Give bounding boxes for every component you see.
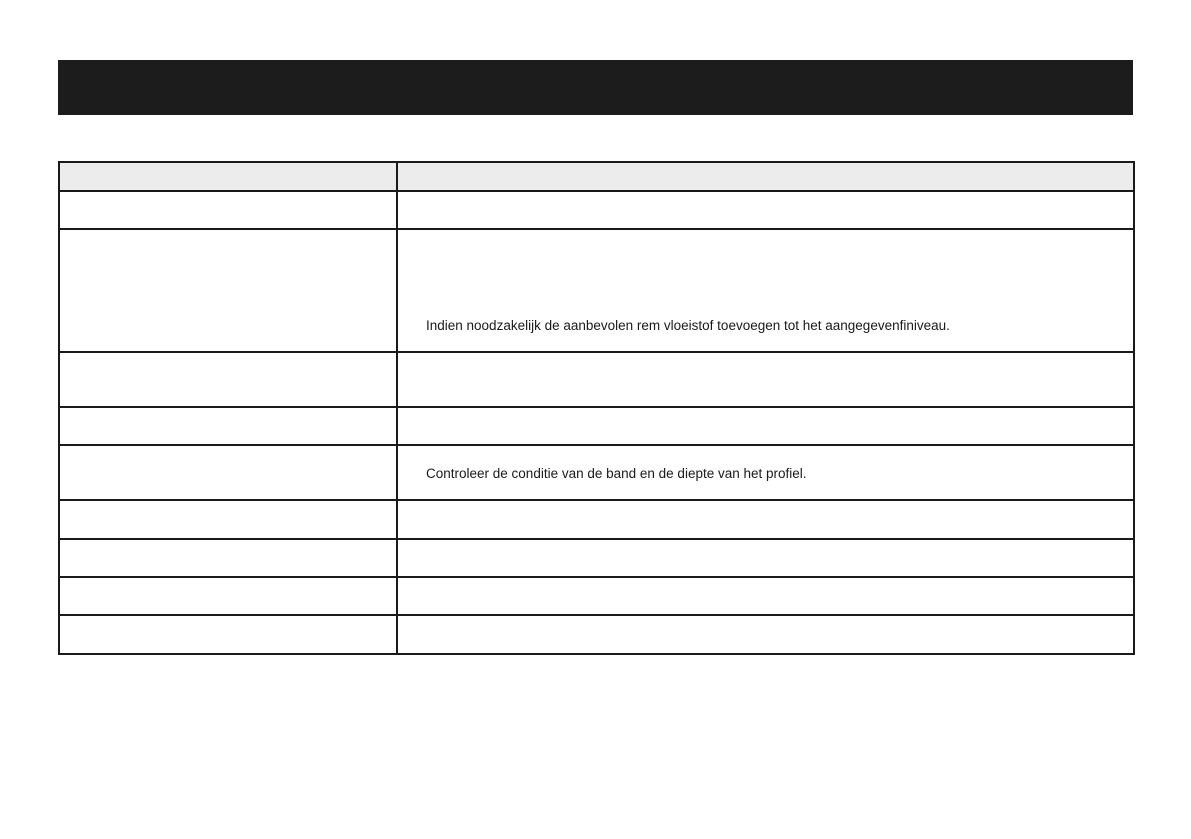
table-cell-description (397, 500, 1134, 539)
table-cell-description (397, 407, 1134, 445)
table-header-cell-item (59, 162, 397, 191)
table-row (59, 229, 1134, 352)
table-cell-item (59, 445, 397, 500)
table-header-row (59, 162, 1134, 191)
table-cell-description (397, 191, 1134, 229)
maintenance-table (58, 161, 1135, 655)
table-cell-description (397, 352, 1134, 407)
table-row (59, 500, 1134, 539)
table-row (59, 615, 1134, 654)
table-cell-description: Indien noodzakelijk de aanbevolen rem vloeistof toevoegen tot het aangegevenfiniveau. (397, 229, 1134, 352)
table-row (59, 407, 1134, 445)
table-row (59, 577, 1134, 615)
table-cell-item (59, 539, 397, 577)
section-header-bar (58, 60, 1133, 115)
table-row (59, 191, 1134, 229)
table-cell-item (59, 500, 397, 539)
table-cell-item (59, 229, 397, 352)
table-row (59, 352, 1134, 407)
table-row (59, 539, 1134, 577)
table-cell-description (397, 577, 1134, 615)
table-cell-item (59, 407, 397, 445)
table-cell-item (59, 615, 397, 654)
table-cell-item (59, 352, 397, 407)
table-row (59, 445, 1134, 500)
table-cell-description (397, 539, 1134, 577)
table-cell-item (59, 577, 397, 615)
table-cell-description (397, 615, 1134, 654)
table-cell-description: Controleer de conditie van de band en de diepte van het profiel. (397, 445, 1134, 500)
table-cell-item (59, 191, 397, 229)
table-header-cell-description (397, 162, 1134, 191)
